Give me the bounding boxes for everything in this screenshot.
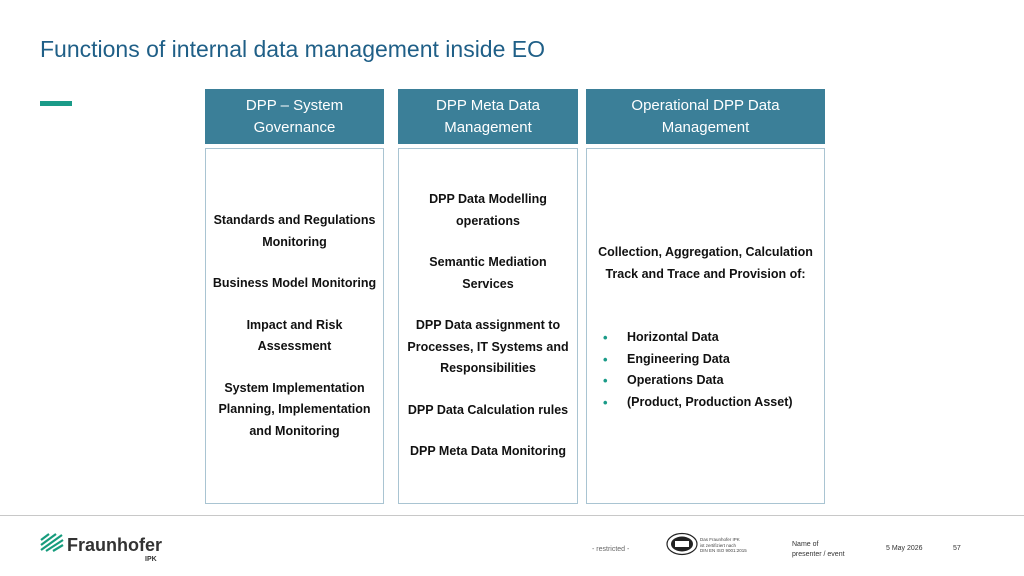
paragraph-line: Track and Trace and Provision of:	[605, 266, 806, 281]
list-item: DPP Data Modelling operations	[429, 192, 547, 228]
bullet-text: Operations Data	[627, 373, 724, 387]
bullet-text: Horizontal Data	[627, 330, 719, 344]
certification-seal-icon	[666, 532, 698, 556]
page-number: 57	[953, 545, 961, 552]
bullet-dot-icon: •	[603, 351, 608, 367]
presenter-line: Name of	[792, 541, 819, 548]
list-item: System Implementation Planning, Implementation and Monitoring	[218, 380, 371, 438]
cert-line: Das Fraunhofer IPK	[700, 537, 740, 542]
accent-bar	[40, 101, 72, 106]
list-item: DPP Meta Data Monitoring	[409, 444, 567, 459]
column-header-operational-data-management: Operational DPP Data Management	[586, 89, 825, 144]
column-body-meta-data-management	[398, 148, 578, 504]
cert-line: ist zertifiziert nach	[700, 542, 737, 548]
bullet-item	[601, 349, 793, 371]
classification-label: - restricted -	[592, 546, 630, 553]
list-item: DPP Data assignment to Processes, IT Systems and Responsibilities	[407, 318, 569, 376]
bullet-item	[601, 327, 793, 349]
bullet-item	[601, 370, 793, 392]
list-item: Impact and Risk Assessment	[246, 317, 343, 353]
list-item: DPP Data Calculation rules	[407, 402, 569, 417]
column-body-system-governance	[205, 148, 384, 504]
logo-text: Fraunhofer	[67, 535, 163, 555]
slide-date: 5 May 2026	[886, 545, 923, 552]
footer-divider	[0, 515, 1024, 516]
bullet-dot-icon: •	[603, 373, 608, 388]
presenter-label	[792, 540, 845, 559]
list-item: Business Model Monitoring	[212, 276, 377, 290]
fraunhofer-logo-icon	[40, 532, 64, 552]
list-item: Standards and Regulations Monitoring	[213, 213, 376, 249]
bullet-text: Engineering Data	[627, 351, 730, 366]
bullet-dot-icon: •	[603, 394, 608, 410]
cert-line: DIN EN ISO 9001:2015	[700, 548, 747, 553]
column-header-meta-data-management: DPP Meta Data Management	[398, 89, 578, 144]
bullet-dot-icon: •	[603, 330, 608, 345]
bullet-list	[601, 327, 793, 413]
logo-subtext: IPK	[145, 556, 157, 563]
certification-text	[700, 537, 747, 554]
bullet-item	[601, 392, 793, 414]
list-item: Semantic Mediation Services	[429, 255, 547, 291]
paragraph-line: Collection, Aggregation, Calculation	[598, 245, 813, 259]
slide-title: Functions of internal data management inside EO	[40, 36, 546, 62]
bullet-text: (Product, Production Asset)	[627, 394, 793, 409]
presenter-line: presenter / event	[792, 550, 845, 558]
column-header-system-governance: DPP – System Governance	[205, 89, 384, 144]
column-body-operational-data-management	[586, 148, 825, 504]
